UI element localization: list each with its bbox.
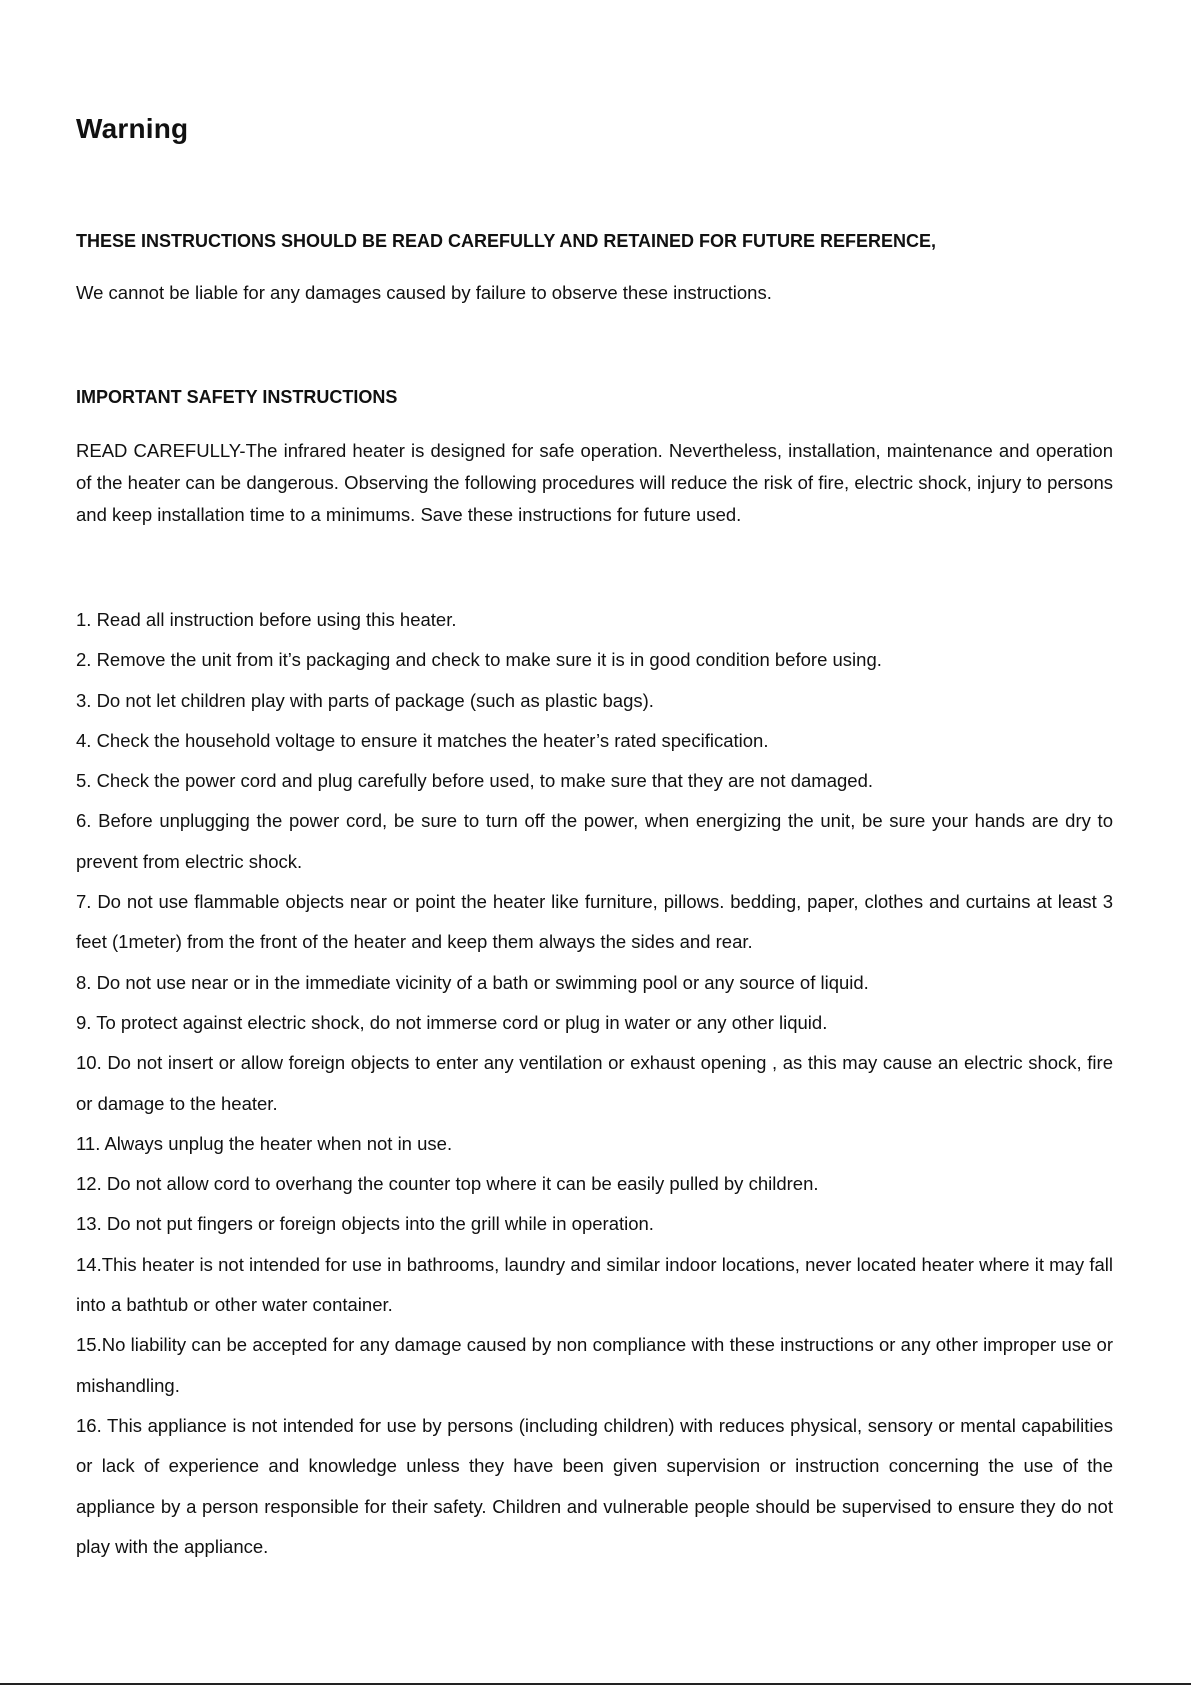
instruction-item: 7. Do not use flammable objects near or point the heater like furniture, pillows. bedding, paper, clothes and curtains at least 3 feet (1meter) from the front of the heater and keep them always the sides and rear. [76, 891, 1113, 953]
instruction-item: 5. Check the power cord and plug carefully before used, to make sure that they are not damaged. [76, 770, 873, 792]
safety-instructions-heading: IMPORTANT SAFETY INSTRUCTIONS [76, 387, 398, 407]
instruction-item: 2. Remove the unit from it’s packaging and check to make sure it is in good condition before using. [76, 649, 882, 671]
instruction-item: 1. Read all instruction before using this heater. [76, 609, 457, 630]
liability-notice: We cannot be liable for any damages caused by failure to observe these instructions. [76, 282, 772, 303]
instruction-list [76, 600, 1113, 1567]
instruction-item: 12. Do not allow cord to overhang the counter top where it can be easily pulled by children. [76, 1173, 819, 1195]
safety-intro-paragraph: READ CAREFULLY-The infrared heater is designed for safe operation. Nevertheless, installation, maintenance and operation of the heater can be dangerous. Observing the following procedures will reduce the risk of fire, electric shock, injury to persons and keep installation time to a minimums. Save these instructions for future used. [76, 440, 1113, 525]
instruction-item: 9. To protect against electric shock, do not immerse cord or plug in water or any other liquid. [76, 1011, 828, 1033]
retain-instructions-heading: THESE INSTRUCTIONS SHOULD BE READ CAREFULLY AND RETAINED FOR FUTURE REFERENCE, [76, 231, 937, 251]
instruction-item: 4. Check the household voltage to ensure it matches the heater’s rated specification. [76, 729, 769, 751]
instruction-item: 10. Do not insert or allow foreign objects to enter any ventilation or exhaust opening , as this may cause an electric shock, fire or damage to the heater. [76, 1052, 1113, 1114]
instruction-item: 13. Do not put fingers or foreign objects into the grill while in operation. [76, 1213, 654, 1235]
instruction-item: 8. Do not use near or in the immediate vicinity of a bath or swimming pool or any source of liquid. [76, 971, 869, 993]
instruction-item: 16. This appliance is not intended for use by persons (including children) with reduces physical, sensory or mental capabilities or lack of experience and knowledge unless they have been given supervision or instruction concerning the use of the appliance by a person responsible for their safety. Children and vulnerable people should be supervised to ensure they do not play with the appliance. [76, 1414, 1113, 1557]
instruction-item: 6. Before unplugging the power cord, be sure to turn off the power, when energizing the unit, be sure your hands are dry to prevent from electric shock. [76, 810, 1113, 872]
instruction-item: 14.This heater is not intended for use in bathrooms, laundry and similar indoor locations, never located heater where it may fall into a bathtub or other water container. [76, 1253, 1113, 1316]
instruction-item: 15.No liability can be accepted for any damage caused by non compliance with these instructions or any other improper use or mishandling. [76, 1334, 1113, 1396]
instruction-item: 11. Always unplug the heater when not in use. [76, 1132, 453, 1154]
instruction-item: 3. Do not let children play with parts of package (such as plastic bags). [76, 689, 654, 711]
page-title: Warning [76, 113, 189, 144]
